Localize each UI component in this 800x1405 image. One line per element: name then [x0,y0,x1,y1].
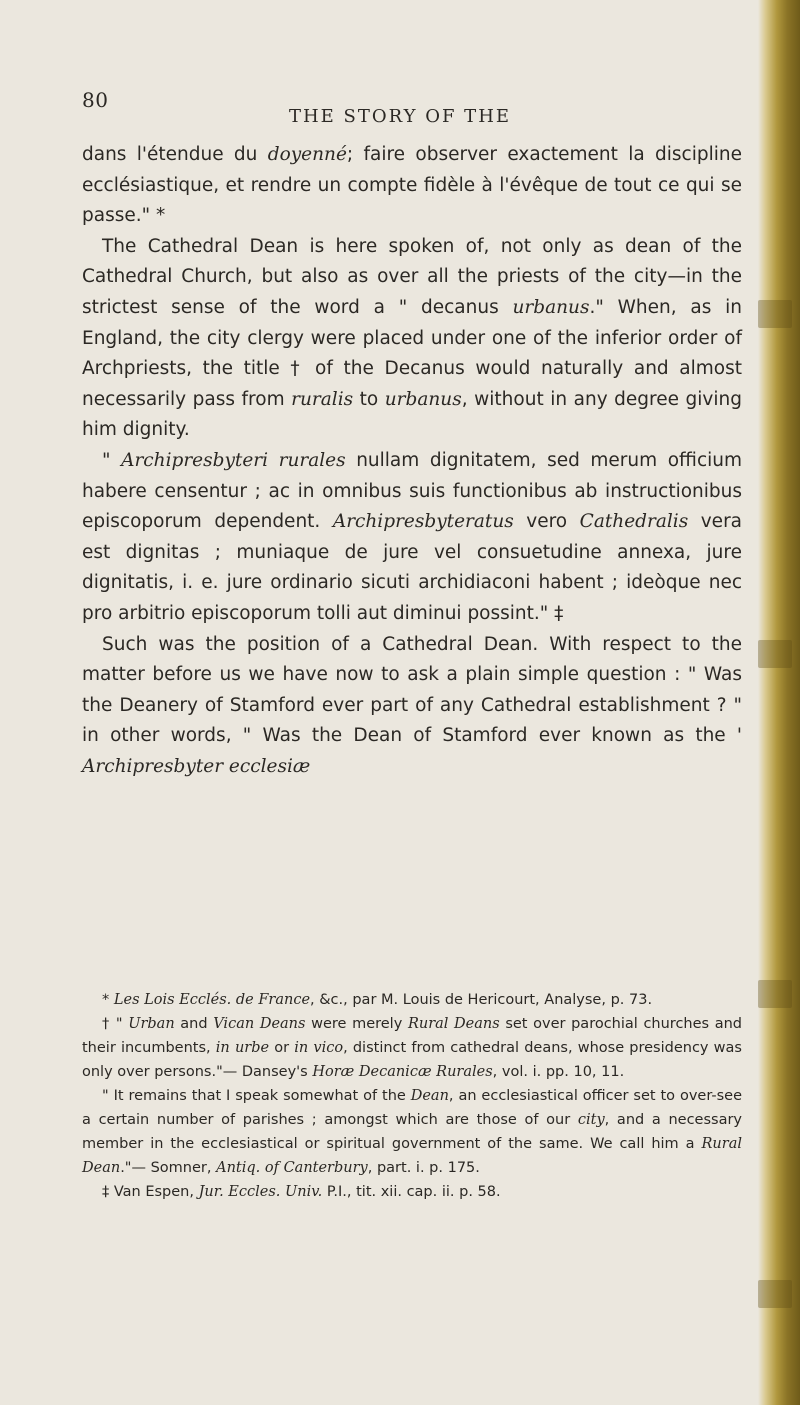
main-text [82,140,742,782]
paragraph-2: The Cathedral Dean is here spoken of, not only as dean of the Cathedral Church, but also as over all the priests of the city—in the strictest sense of the word a " decanus urbanus." When, as in England, the city clergy were placed under one of the inferior order of Archpriests, the title † of the Decanus would naturally and almost necessarily pass from ruralis to urbanus, without in any degree giving him dignity. [82,235,742,441]
paragraph-1: dans l'étendue du doyenné; faire observer exactement la discipline ecclésiastique, et rendre un compte fidèle à l'évêque de tout ce qui se passe." * [82,144,742,227]
running-head: THE STORY OF THE [288,106,512,127]
edge-mark [758,1280,792,1308]
edge-mark [758,640,792,668]
edge-mark [758,300,792,328]
footnote-dagger-continued: " It remains that I speak somewhat of the Dean, an ecclesiastical officer set to over-see a certain number of parishes ; amongst which are those of our city, and a necessary member in the ecclesiastical or spiritual government of the same. We call him a Rural Dean."— Somner, Antiq. of Canterbury, part. i. p. 175. [82,1088,742,1176]
footnotes [82,988,742,1204]
paragraph-4: Such was the position of a Cathedral Dean. With respect to the matter before us we have now to ask a plain simple question : " Was the Deanery of Stamford ever part of any Cathedral establishment ? " in other words, " Was the Dean of Stamford ever known as the ' Archipresbyter ecclesiæ [82,633,742,777]
page-edge-gilding [758,0,800,1405]
page-number: 80 [82,88,109,112]
footnote-dagger: † " Urban and Vican Deans were merely Rural Deans set over parochial churches and their incumbents, in urbe or in vico, distinct from cathedral deans, whose presidency was only over persons."— Dansey's Horæ Decanicæ Rurales, vol. i. pp. 10, 11. [82,1016,743,1080]
footnote-asterisk: * Les Lois Ecclés. de France, &c., par M. Louis de Hericourt, Analyse, p. 73. [102,992,653,1008]
paragraph-3-quotation: " Archipresbyteri rurales nullam dignitatem, sed merum officium habere censentur ; ac in omnibus suis functionibus ab instructionibus episcoporum dependent. Archipresbyteratus vero Cathedralis vera est dignitas ; muniaque de jure vel consuetudine annexa, jure dignitatis, i. e. jure ordinario sicuti archidiaconi habent ; ideòque nec pro arbitrio episcoporum tolli aut diminui possint." ‡ [82,449,743,624]
footnote-double-dagger: ‡ Van Espen, Jur. Eccles. Univ. P.I., tit. xii. cap. ii. p. 58. [102,1184,501,1200]
edge-mark [758,980,792,1008]
